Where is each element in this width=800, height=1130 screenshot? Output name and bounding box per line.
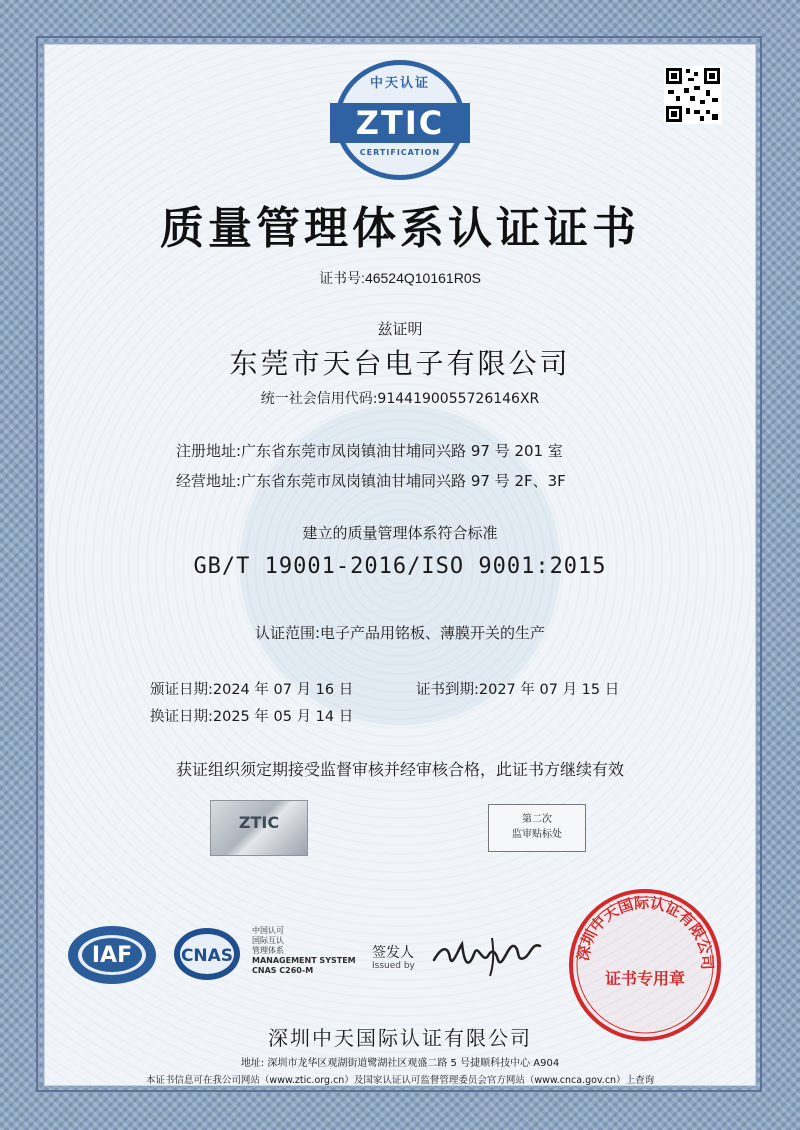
- verification-note: 本证书信息可在我公司网站（www.ztic.org.cn）及国家认证认可监督管理委员会官方网站（www.cnca.gov.cn）上查询: [145, 1075, 655, 1086]
- logo-band-text: ZTIC: [330, 103, 470, 143]
- qr-code-icon: [664, 66, 722, 124]
- cnas-line: CNAS C260-M: [252, 966, 314, 975]
- supervision-sticker-box: [488, 804, 586, 852]
- cnas-line: 管理体系: [252, 946, 284, 955]
- certification-scope: 认证范围:电子产品用铭板、薄膜开关的生产: [254, 624, 546, 642]
- iaf-text: IAF: [91, 943, 133, 968]
- signer-label-en: Issued by: [372, 961, 415, 971]
- credit-code: 统一社会信用代码:9144190055726146XR: [260, 391, 540, 407]
- certificate-title: 质量管理体系认证证书: [160, 203, 640, 254]
- issuer-address: 地址: 深圳市龙华区观湖街道鹭湖社区观盛二路 5 号捷顺科技中心 A904: [240, 1058, 560, 1069]
- renew-date: 换证日期:2025 年 05 月 14 日: [150, 709, 354, 725]
- ztic-logo: [330, 60, 470, 180]
- cnas-logo-icon: [172, 925, 242, 983]
- expire-date: 证书到期:2027 年 07 月 15 日: [416, 682, 620, 698]
- hologram-text: ZTIC: [238, 813, 280, 832]
- cnas-text: CNAS: [180, 946, 234, 966]
- standard-code: GB/T 19001-2016/ISO 9001:2015: [193, 554, 607, 579]
- svg-text:深圳中天国际认证有限公司: 深圳中天国际认证有限公司: [573, 893, 717, 971]
- logo-top-text: 中天认证: [369, 76, 430, 91]
- signature-icon: [428, 930, 548, 980]
- hologram-label: [210, 800, 308, 856]
- signer-label: 签发人: [372, 945, 414, 961]
- svg-text:证书专用章: 证书专用章: [604, 969, 686, 988]
- iaf-logo-icon: [66, 924, 158, 986]
- validity-condition: 获证组织须定期接受监督审核并经审核合格，此证书方继续有效: [175, 760, 624, 779]
- company-seal-icon: [566, 886, 724, 1044]
- hereby-text: 兹证明: [377, 320, 423, 338]
- issue-date: 颁证日期:2024 年 07 月 16 日: [150, 682, 354, 698]
- supervision-line-1: 第二次: [522, 814, 552, 825]
- supervision-line-2: 监审贴标处: [512, 829, 562, 840]
- cnas-line: MANAGEMENT SYSTEM: [252, 956, 356, 965]
- company-name: 东莞市天台电子有限公司: [229, 347, 571, 380]
- cnas-line: 中国认可: [252, 926, 284, 935]
- certificate-number: 证书号:46524Q10161R0S: [319, 270, 481, 286]
- registered-address: 注册地址:广东省东莞市凤岗镇油甘埔同兴路 97 号 201 室: [176, 442, 563, 460]
- cnas-line: 国际互认: [252, 936, 284, 945]
- established-text: 建立的质量管理体系符合标准: [302, 524, 498, 542]
- issuer-name: 深圳中天国际认证有限公司: [268, 1026, 532, 1050]
- logo-bottom-text: CERTIFICATION: [359, 148, 441, 157]
- business-address: 经营地址:广东省东莞市凤岗镇油甘埔同兴路 97 号 2F、3F: [176, 472, 566, 490]
- cnas-description: [252, 926, 356, 976]
